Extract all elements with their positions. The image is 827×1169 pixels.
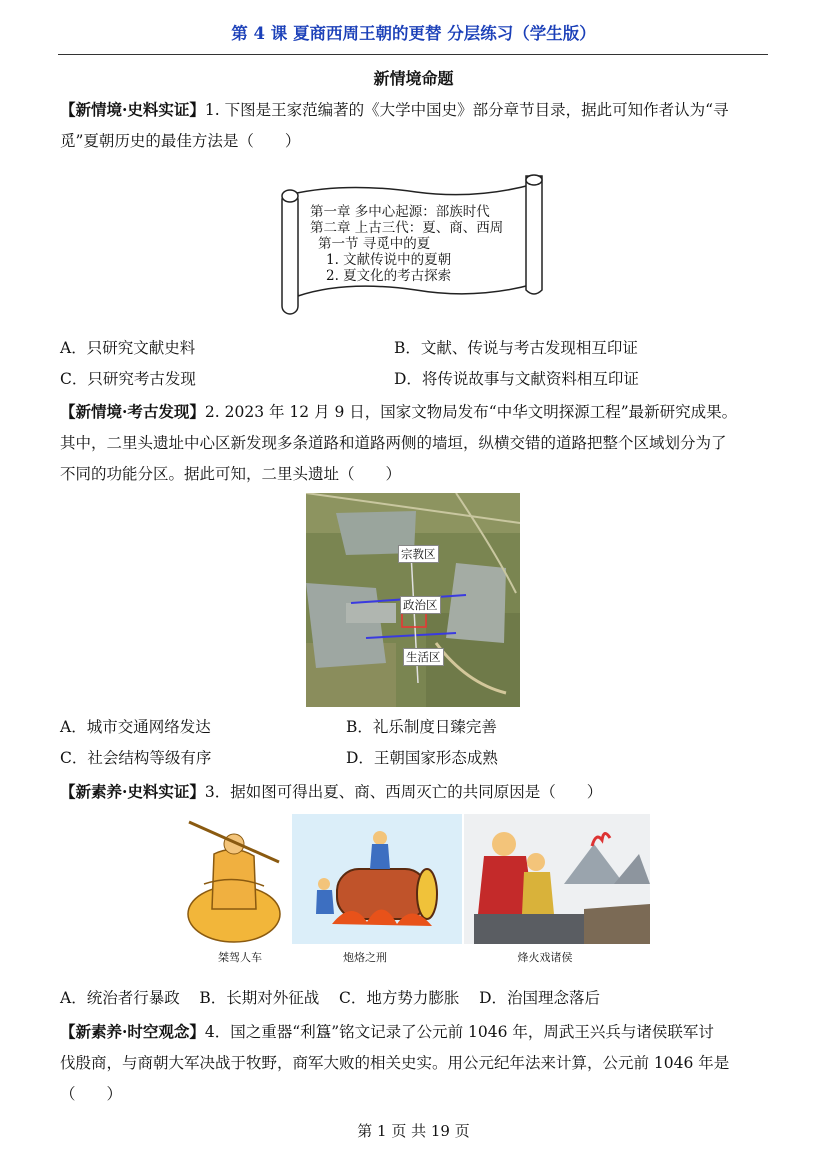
scroll-line-1: 第一章 多中心起源：部族时代 [310,204,490,220]
caption-2: 炮烙之刑 [343,951,387,964]
question-4 [60,1016,772,1110]
q1-tag: 【新情境·史料实证】 [60,100,205,119]
illustration-jie [184,814,290,944]
q1-option-d: D．将传说故事与文献资料相互印证 [394,370,639,388]
caption-3: 烽火戏诸侯 [517,951,573,964]
q1-line2: 觅”夏朝历史的最佳方法是（ ） [60,132,301,150]
q3-options: A．统治者行暴政 B．长期对外征战 C．地方势力膨胀 D．治国理念落后 [60,989,600,1007]
map-label-politics: 政治区 [400,596,441,614]
caption-1: 桀驾人车 [218,951,262,964]
map-label-life: 生活区 [403,648,444,666]
q3-line1: 3．据如图可得出夏、商、西周灭亡的共同原因是（ ） [204,783,603,801]
q2-option-b: B．礼乐制度日臻完善 [346,718,497,736]
scroll-line-5: 2. 夏文化的考古探索 [326,268,452,284]
illustration-paoluo [292,814,462,944]
q1-option-a: A．只研究文献史料 [60,339,196,357]
scroll-line-3: 第一节 寻觅中的夏 [318,236,431,252]
q1-option-c: C．只研究考古发现 [60,370,196,388]
question-1 [60,94,772,157]
q2-line2: 其中，二里头遗址中心区新发现多条道路和道路两侧的墙垣，纵横交错的道路把整个区域划分为了 [60,434,727,452]
scroll-image [276,172,552,318]
scroll-line-2: 第二章 上古三代：夏、商、西周 [310,220,504,236]
section-title: 新情境命题 [373,69,454,88]
scroll-line-4: 1. 文献传说中的夏朝 [326,252,452,268]
q2-line3: 不同的功能分区。据此可知，二里头遗址（ ） [60,465,402,483]
q2-tag: 【新情境·考古发现】 [60,402,205,421]
page-header: 第 4 课 夏商西周王朝的更替 分层练习（学生版） [231,24,596,43]
q2-option-c: C．社会结构等级有序 [60,749,212,767]
q3-tag: 【新素养·史料实证】 [60,782,205,801]
q2-option-a: A．城市交通网络发达 [60,718,211,736]
q4-line2: 伐殷商，与商朝大军决战于牧野，商军大败的相关史实。用公元纪年法来计算，公元前 1046 年是 [60,1054,730,1072]
q1-line1: 1. 下图是王家范编著的《大学中国史》部分章节目录，据此可知作者认为“寻 [204,101,729,119]
q4-line1: 4．国之重器“利簋”铭文记录了公元前 1046 年，周武王兴兵与诸侯联军讨 [204,1023,714,1041]
erlitou-map-image [306,493,520,707]
map-label-religion: 宗教区 [398,545,439,563]
question-3 [60,776,772,808]
q4-line3: （ ） [60,1085,123,1103]
q4-tag: 【新素养·时空观念】 [60,1022,205,1041]
q2-line1: 2. 2023 年 12 月 9 日，国家文物局发布“中华文明探源工程”最新研究成果。 [204,403,738,421]
header-divider [58,54,768,55]
q2-option-d: D．王朝国家形态成熟 [346,749,498,767]
illustration-fenghuo [464,814,650,944]
question-2 [60,396,772,490]
q1-option-b: B．文献、传说与考古发现相互印证 [394,339,638,357]
page-footer: 第 1 页 共 19 页 [357,1122,470,1140]
